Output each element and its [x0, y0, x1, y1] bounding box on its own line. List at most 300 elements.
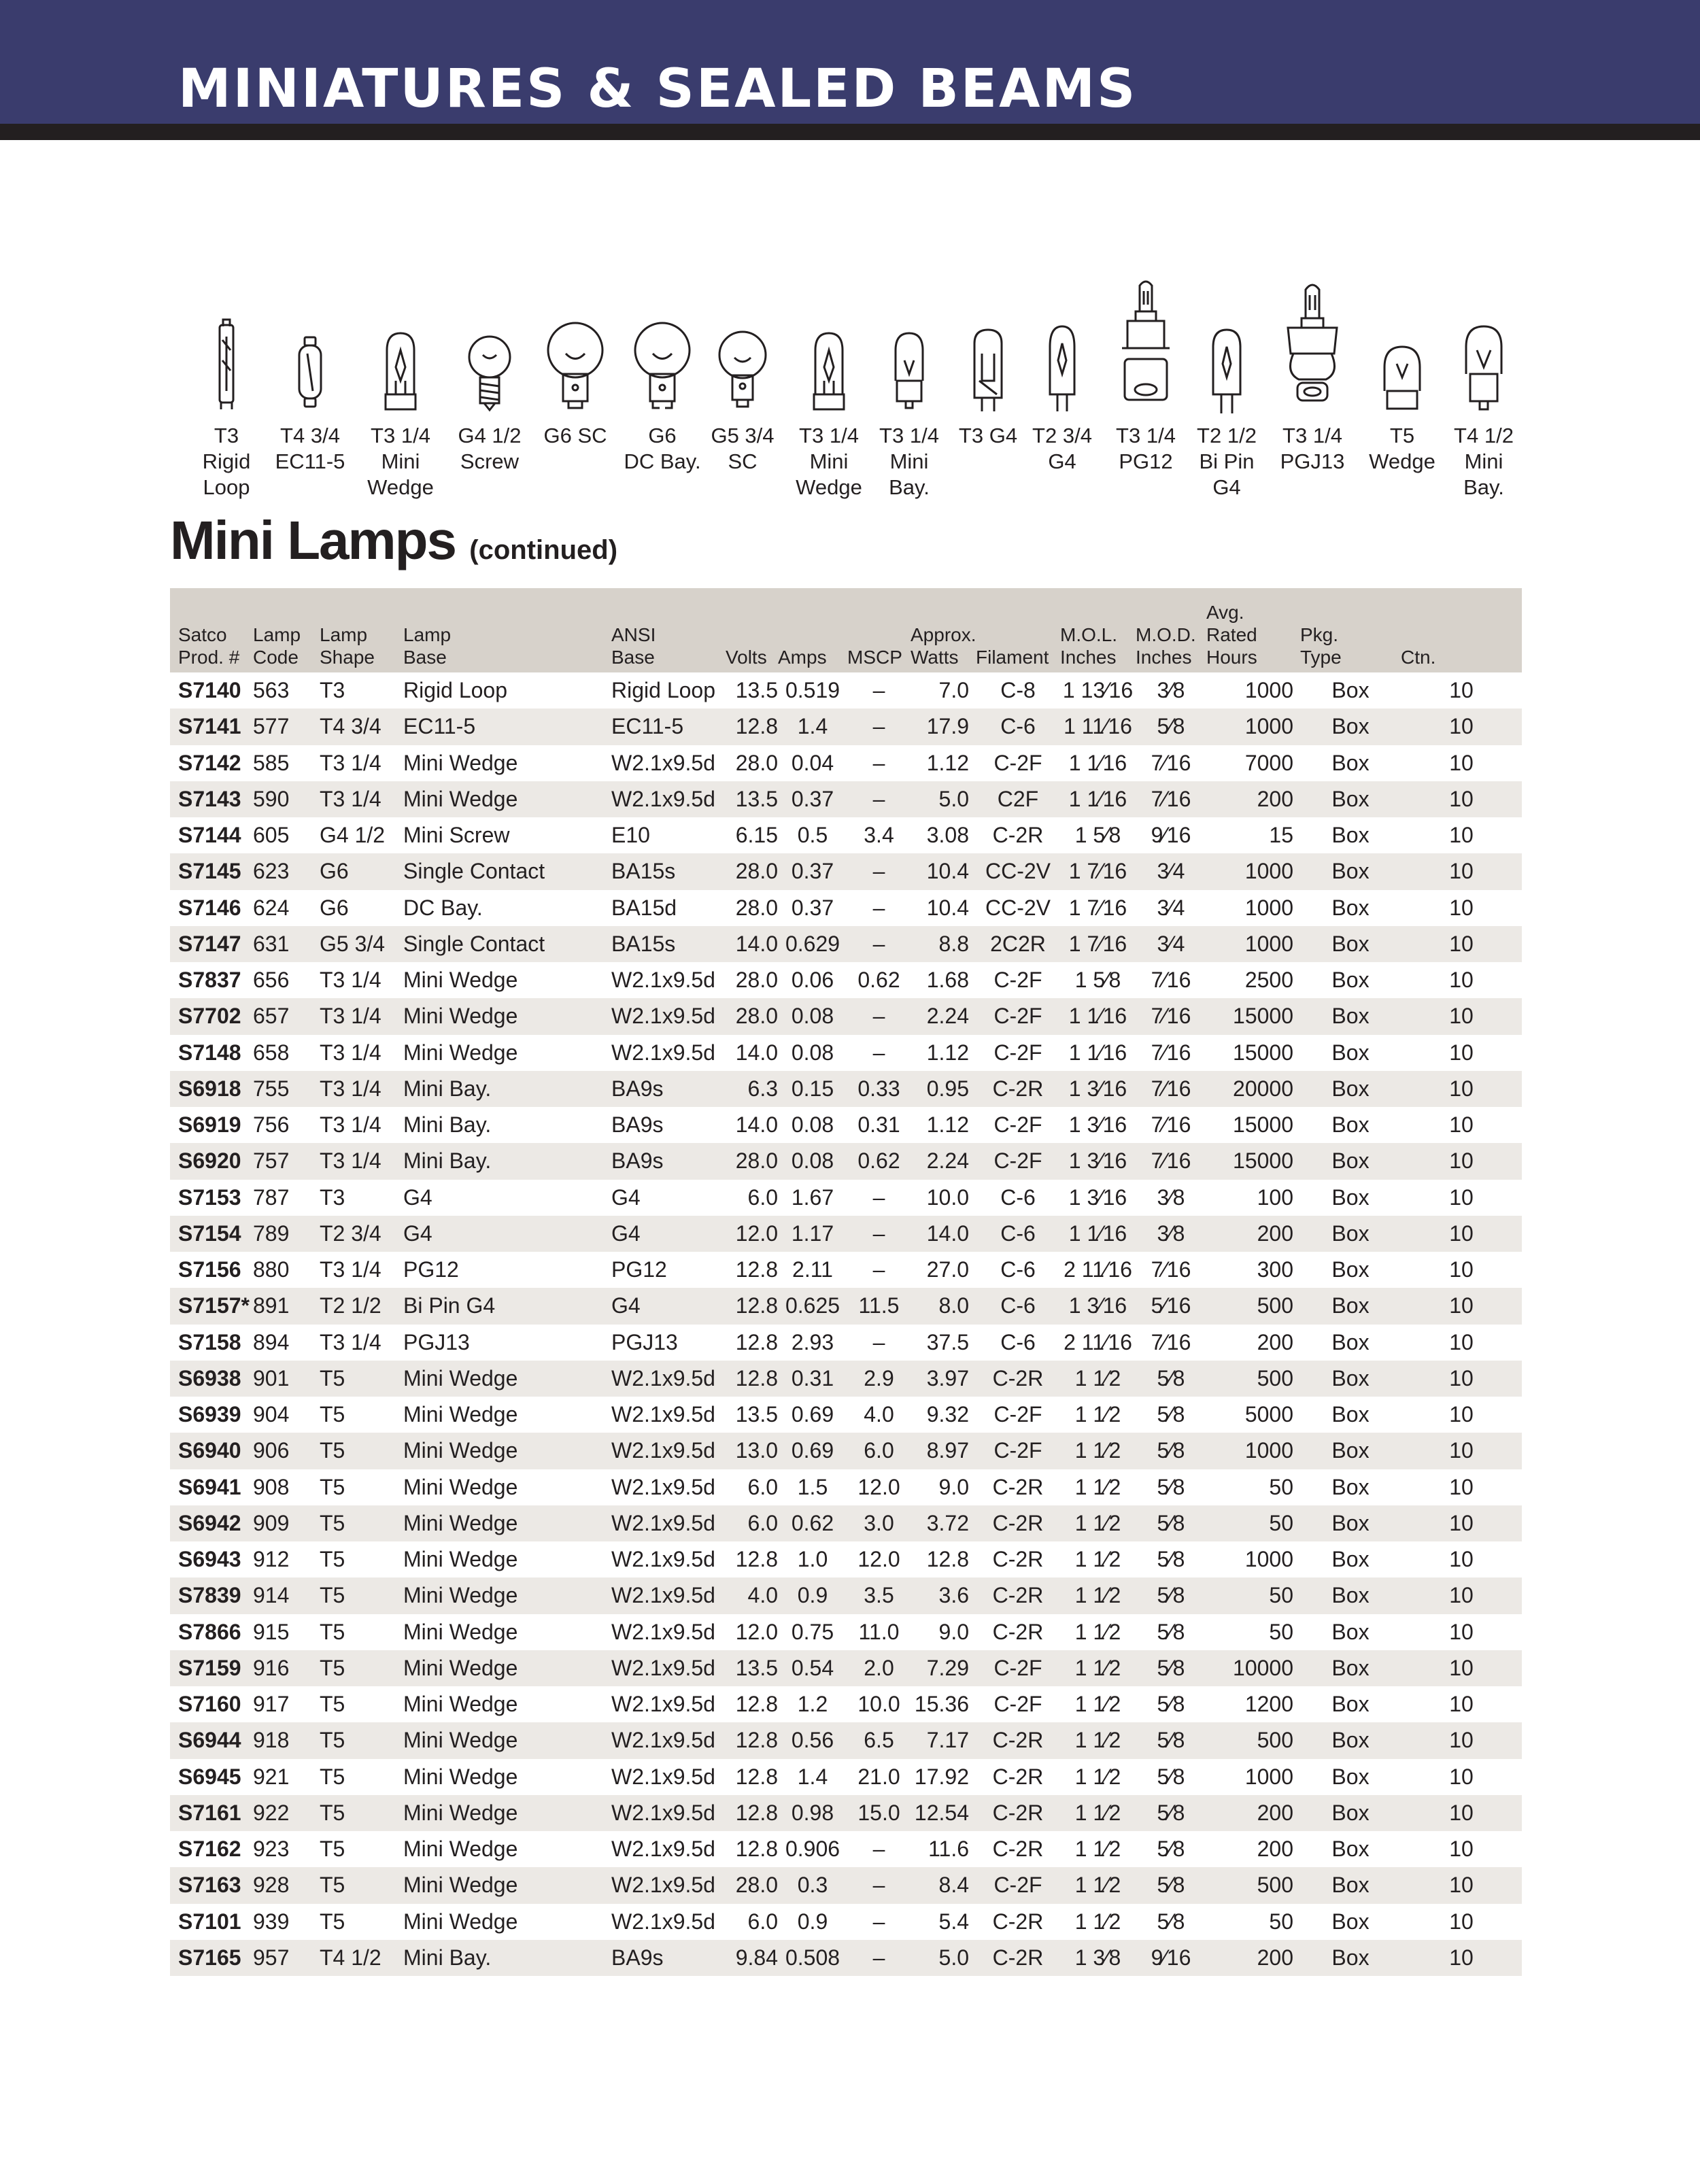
cell-ansi: W2.1x9.5d	[611, 750, 715, 775]
cell-shape: T3 1/4	[320, 781, 403, 817]
wedge-bulb-icon	[1375, 279, 1429, 415]
cell-hours: 50	[1206, 1505, 1300, 1541]
cell-volts: 28.0	[726, 853, 778, 889]
lamp-shape-label: T5 Wedge	[1369, 424, 1435, 473]
cell-filament: C-2F	[993, 968, 1042, 993]
cell-base: Mini Bay.	[403, 1940, 611, 1976]
lamp-shape-gallery	[0, 279, 1700, 503]
cell-amps: 0.98	[778, 1795, 847, 1831]
table-row	[170, 1650, 1522, 1686]
lamp-shape-label: G6 DC Bay.	[624, 424, 701, 473]
cell-base: Mini Wedge	[403, 1505, 611, 1541]
lamp-shape-item	[1015, 279, 1110, 473]
cell-amps: 1.67	[791, 1184, 834, 1210]
cell-ansi: W2.1x9.5d	[611, 1577, 726, 1614]
cell-amps: 0.3	[778, 1867, 847, 1903]
cell-ctn: 10	[1449, 1692, 1474, 1717]
cell-mod: 5⁄8	[1136, 1795, 1206, 1831]
cell-base: Mini Screw	[403, 823, 510, 848]
cell-base: Mini Wedge	[403, 750, 518, 775]
column-header-volts: Volts	[726, 588, 778, 672]
cell-mol: 1 1⁄2	[1074, 1619, 1121, 1644]
lamp-shape-item	[1355, 279, 1450, 473]
cell-code: 624	[253, 895, 290, 920]
cell-mscp: 10.0	[857, 1692, 900, 1717]
cell-mscp: –	[872, 1184, 885, 1210]
cell-filament: C-6	[1000, 1184, 1036, 1210]
cell-hours: 50	[1269, 1474, 1293, 1499]
cell-mod: 5⁄8	[1157, 1909, 1185, 1934]
cell-amps: 0.629	[778, 926, 847, 962]
lamp-shape-label: T3 Rigid Loop	[202, 424, 251, 499]
column-header-ansi: ANSI Base	[611, 588, 726, 672]
cell-hours: 100	[1257, 1184, 1293, 1210]
cell-hours: 200	[1257, 1837, 1293, 1862]
cell-watts: 9.0	[938, 1619, 969, 1644]
festoon-bulb-icon	[290, 279, 330, 415]
wedge-bulb-icon	[805, 279, 853, 415]
cell-hours: 500	[1206, 1722, 1300, 1758]
column-header-prod: Satco Prod. #	[170, 588, 253, 672]
cell-ctn: 10	[1401, 1361, 1522, 1397]
cell-ctn: 10	[1401, 1722, 1522, 1758]
lamp-shape-label: G5 3/4 SC	[711, 424, 775, 473]
lamp-shape-label: T2 1/2 Bi Pin G4	[1197, 424, 1257, 499]
cell-prod: S6920	[170, 1143, 253, 1179]
cell-mod: 5⁄8	[1157, 1402, 1185, 1427]
cell-hours: 50	[1269, 1619, 1293, 1644]
cell-filament: C-2F	[976, 1143, 1060, 1179]
bipin-bulb-icon	[1038, 279, 1086, 415]
screw-bulb-icon	[462, 279, 517, 415]
cell-amps: 0.508	[778, 1940, 847, 1976]
table-row	[170, 926, 1522, 962]
cell-ctn: 10	[1449, 1112, 1474, 1138]
column-header-ctn: Ctn.	[1401, 588, 1522, 672]
cell-base: Mini Bay.	[403, 1071, 611, 1107]
cell-volts: 28.0	[735, 750, 778, 775]
cell-filament: C-2F	[976, 1433, 1060, 1469]
cell-mscp: –	[872, 1909, 885, 1934]
cell-pkg: Box	[1331, 1402, 1370, 1427]
cell-pkg: Box	[1300, 1361, 1401, 1397]
cell-filament: C-2F	[976, 998, 1060, 1034]
cell-mol: 1 1⁄16	[1068, 750, 1127, 775]
cell-pkg: Box	[1331, 1692, 1370, 1717]
cell-volts: 6.0	[726, 1505, 778, 1541]
cell-code: 939	[253, 1909, 290, 1934]
mini-bayonet-bulb-icon	[885, 279, 933, 415]
table-row	[170, 1397, 1522, 1433]
cell-pkg: Box	[1300, 853, 1401, 889]
cell-mscp: –	[847, 998, 911, 1034]
cell-shape: T5	[320, 1764, 345, 1789]
cell-code: 623	[253, 853, 320, 889]
cell-hours: 200	[1206, 1940, 1300, 1976]
cell-pkg: Box	[1331, 895, 1370, 920]
cell-pkg: Box	[1331, 1619, 1370, 1644]
cell-ctn: 10	[1449, 1184, 1474, 1210]
table-row	[170, 1940, 1522, 1976]
table-row	[170, 1071, 1522, 1107]
cell-code: 923	[253, 1837, 290, 1862]
cell-shape: T5	[320, 1505, 403, 1541]
cell-ctn: 10	[1401, 1795, 1522, 1831]
cell-volts: 12.8	[735, 1692, 778, 1717]
cell-prod: S7141	[170, 709, 253, 745]
column-header-mol: M.O.L. Inches	[1060, 588, 1136, 672]
cell-volts: 12.8	[735, 1329, 778, 1354]
cell-filament: C-2F	[993, 1402, 1042, 1427]
table-row	[170, 1180, 1522, 1216]
cell-filament: C-2F	[993, 1040, 1042, 1065]
cell-hours: 1000	[1206, 926, 1300, 962]
cell-mod: 7⁄16	[1151, 1112, 1191, 1138]
cell-mol: 1 1⁄2	[1074, 1837, 1121, 1862]
cell-hours: 15	[1269, 823, 1293, 848]
column-header-pkg: Pkg. Type	[1300, 588, 1401, 672]
lamp-shape-label: T2 3/4 G4	[1032, 424, 1092, 473]
cell-code: 755	[253, 1071, 320, 1107]
cell-mod: 9⁄16	[1136, 1940, 1206, 1976]
cell-amps: 1.2	[797, 1692, 828, 1717]
cell-mscp: 3.5	[847, 1577, 911, 1614]
cell-watts: 8.0	[911, 1288, 976, 1324]
globe-bayonet-bulb-icon	[541, 279, 609, 415]
cell-mod: 5⁄8	[1136, 1650, 1206, 1686]
cell-ctn: 10	[1449, 1329, 1474, 1354]
cell-amps: 0.5	[797, 823, 828, 848]
cell-filament: C-2R	[976, 1722, 1060, 1758]
cell-code: 918	[253, 1722, 320, 1758]
cell-ansi: Rigid Loop	[611, 678, 715, 703]
cell-volts: 13.5	[735, 678, 778, 703]
cell-filament: C-2R	[992, 1474, 1044, 1499]
cell-base: EC11-5	[403, 709, 611, 745]
cell-filament: C-6	[1000, 1257, 1036, 1282]
cell-watts: 8.97	[911, 1433, 976, 1469]
table-row	[170, 853, 1522, 889]
cell-ansi: PGJ13	[611, 1329, 678, 1354]
cell-mol: 1 1⁄2	[1060, 1361, 1136, 1397]
cell-pkg: Box	[1331, 1257, 1370, 1282]
cell-ansi: W2.1x9.5d	[611, 1361, 726, 1397]
cell-volts: 12.0	[735, 1619, 778, 1644]
cell-shape: T3 1/4	[320, 1143, 403, 1179]
cell-watts: 7.17	[911, 1722, 976, 1758]
cell-ctn: 10	[1401, 1867, 1522, 1903]
cell-amps: 1.0	[797, 1547, 828, 1572]
cell-amps: 0.08	[791, 1040, 834, 1065]
cell-code: 894	[253, 1329, 290, 1354]
cell-base: Bi Pin G4	[403, 1288, 611, 1324]
cell-base: Mini Wedge	[403, 1474, 518, 1499]
cell-watts: 3.72	[911, 1505, 976, 1541]
column-header-amps: Amps	[778, 588, 847, 672]
table-row	[170, 1904, 1522, 1940]
cell-base: Mini Wedge	[403, 1692, 518, 1717]
cell-mscp: 6.0	[847, 1433, 911, 1469]
cell-ctn: 10	[1449, 1619, 1474, 1644]
lamp-shape-label: G6 SC	[543, 424, 607, 447]
cell-hours: 1000	[1244, 1764, 1293, 1789]
cell-hours: 500	[1206, 1288, 1300, 1324]
cell-filament: C2F	[976, 781, 1060, 817]
cell-ctn: 10	[1449, 678, 1474, 703]
cell-code: 658	[253, 1040, 290, 1065]
cell-filament: C-8	[1000, 678, 1036, 703]
mini-bayonet-bulb-icon	[1457, 279, 1511, 415]
cell-ansi: BA15s	[611, 853, 726, 889]
cell-prod: S7142	[178, 750, 241, 775]
cell-hours: 1000	[1206, 1433, 1300, 1469]
cell-shape: T3 1/4	[320, 1071, 403, 1107]
header-banner	[0, 0, 1700, 124]
cell-base: PG12	[403, 1257, 459, 1282]
cell-mol: 1 11⁄16	[1060, 709, 1136, 745]
cell-mscp: 15.0	[847, 1795, 911, 1831]
cell-filament: C-2R	[992, 1764, 1044, 1789]
table-row	[170, 1541, 1522, 1577]
cell-watts: 10.4	[926, 895, 969, 920]
lamp-shape-label: T4 1/2 Mini Bay.	[1454, 424, 1514, 499]
cell-code: 909	[253, 1505, 320, 1541]
cell-filament: C-2R	[992, 823, 1044, 848]
cell-hours: 1000	[1206, 853, 1300, 889]
cell-volts: 12.8	[735, 1547, 778, 1572]
cell-amps: 1.4	[797, 1764, 828, 1789]
cell-filament: C-2R	[976, 1940, 1060, 1976]
cell-mod: 3⁄8	[1157, 1184, 1185, 1210]
cell-ansi: W2.1x9.5d	[611, 1722, 726, 1758]
cell-watts: 8.4	[911, 1867, 976, 1903]
cell-ansi: W2.1x9.5d	[611, 1650, 726, 1686]
table-row	[170, 745, 1522, 781]
cell-prod: S7140	[178, 678, 241, 703]
cell-volts: 14.0	[726, 926, 778, 962]
cell-shape: T5	[320, 1722, 403, 1758]
pgj13-halogen-bulb-icon	[1278, 271, 1346, 413]
cell-base: Mini Wedge	[403, 1837, 518, 1862]
column-header-mod: M.O.D. Inches	[1136, 588, 1206, 672]
table-row	[170, 1288, 1522, 1324]
cell-amps: 0.9	[778, 1577, 847, 1614]
cell-ansi: G4	[611, 1184, 641, 1210]
lamp-shape-item	[179, 279, 274, 499]
cell-volts: 12.8	[726, 709, 778, 745]
cell-filament: C-6	[976, 1216, 1060, 1252]
section-title	[170, 510, 618, 570]
cell-shape: T5	[320, 1474, 345, 1499]
cell-volts: 12.8	[726, 1288, 778, 1324]
cell-amps: 0.15	[778, 1071, 847, 1107]
cell-base: Mini Wedge	[403, 1764, 518, 1789]
cell-shape: T4 3/4	[320, 709, 403, 745]
cell-amps: 2.93	[791, 1329, 834, 1354]
cell-volts: 6.15	[735, 823, 778, 848]
cell-mscp: –	[872, 1329, 885, 1354]
cell-ctn: 10	[1401, 1143, 1522, 1179]
cell-filament: C-2R	[992, 1837, 1044, 1862]
cell-prod: S7163	[170, 1867, 253, 1903]
cell-ctn: 10	[1401, 1940, 1522, 1976]
cell-ctn: 10	[1401, 853, 1522, 889]
cell-watts: 2.24	[911, 998, 976, 1034]
cell-watts: 3.08	[926, 823, 969, 848]
cell-mod: 5⁄8	[1136, 709, 1206, 745]
cell-mscp: –	[872, 1837, 885, 1862]
cell-mol: 1 1⁄16	[1068, 1040, 1127, 1065]
cell-mscp: 12.0	[857, 1547, 900, 1572]
cell-code: 891	[253, 1288, 320, 1324]
cell-watts: 1.68	[926, 968, 969, 993]
cell-code: 917	[253, 1692, 290, 1717]
cell-mscp: 6.5	[847, 1722, 911, 1758]
cell-watts: 1.12	[926, 1040, 969, 1065]
cell-amps: 0.906	[785, 1837, 840, 1862]
table-row	[170, 1216, 1522, 1252]
cell-hours: 50	[1269, 1909, 1293, 1934]
cell-volts: 12.0	[726, 1216, 778, 1252]
cell-watts: 12.54	[911, 1795, 976, 1831]
cell-mscp: –	[872, 1257, 885, 1282]
cell-volts: 28.0	[726, 998, 778, 1034]
table-row	[170, 1361, 1522, 1397]
cell-ansi: G4	[611, 1288, 726, 1324]
cell-base: G4	[403, 1184, 432, 1210]
cell-amps: 1.5	[797, 1474, 828, 1499]
cell-mscp: 11.0	[858, 1619, 900, 1644]
cell-shape: T5	[320, 1619, 345, 1644]
cell-prod: S6942	[170, 1505, 253, 1541]
cell-mod: 5⁄8	[1157, 1547, 1185, 1572]
cell-mscp: –	[847, 1940, 911, 1976]
cell-pkg: Box	[1331, 1474, 1370, 1499]
cell-shape: T5	[320, 1909, 345, 1934]
lamp-shape-item	[1436, 279, 1531, 499]
cell-ansi: W2.1x9.5d	[611, 1402, 715, 1427]
cell-pkg: Box	[1300, 1216, 1401, 1252]
table-row	[170, 1867, 1522, 1903]
cell-shape: T2 3/4	[320, 1216, 403, 1252]
table-row	[170, 1577, 1522, 1614]
cell-mod: 5⁄8	[1157, 1692, 1185, 1717]
table-row	[170, 1035, 1522, 1071]
cell-ansi: W2.1x9.5d	[611, 968, 715, 993]
cell-amps: 0.37	[778, 781, 847, 817]
cell-mscp: –	[872, 895, 885, 920]
cell-volts: 12.8	[735, 1837, 778, 1862]
cell-ansi: W2.1x9.5d	[611, 1474, 715, 1499]
cell-amps: 2.11	[792, 1257, 833, 1282]
cell-filament: C-2R	[976, 1577, 1060, 1614]
cell-watts: 11.6	[928, 1837, 969, 1862]
header-rule	[0, 124, 1700, 140]
lamp-shape-item	[262, 279, 358, 473]
cell-mod: 5⁄8	[1136, 1722, 1206, 1758]
globe-bayonet-bulb-icon	[628, 279, 696, 415]
cell-hours: 2500	[1244, 968, 1293, 993]
cell-prod: S7161	[170, 1795, 253, 1831]
cell-shape: T5	[320, 1402, 345, 1427]
cell-code: 563	[253, 678, 290, 703]
cell-prod: S6938	[170, 1361, 253, 1397]
cell-base: Mini Wedge	[403, 968, 518, 993]
cell-ansi: W2.1x9.5d	[611, 1619, 715, 1644]
cell-amps: 0.06	[791, 968, 834, 993]
cell-shape: T3 1/4	[320, 1040, 381, 1065]
cell-mscp: 3.0	[847, 1505, 911, 1541]
lamp-shape-label: G4 1/2 Screw	[458, 424, 522, 473]
table-row	[170, 890, 1522, 926]
cell-shape: T3 1/4	[320, 998, 403, 1034]
cell-shape: T3 1/4	[320, 1329, 381, 1354]
cell-mod: 5⁄8	[1157, 1619, 1185, 1644]
cell-prod: S7162	[178, 1837, 241, 1862]
cell-base: Rigid Loop	[403, 678, 507, 703]
page-title: MINIATURES & SEALED BEAMS	[178, 58, 1138, 120]
cell-pkg: Box	[1300, 1505, 1401, 1541]
cell-base: Mini Bay.	[403, 1143, 611, 1179]
cell-volts: 13.5	[726, 1650, 778, 1686]
table-body	[170, 672, 1522, 1976]
rigid-loop-bulb-icon	[206, 279, 247, 415]
bipin-bulb-icon	[1203, 279, 1251, 415]
cell-amps: 0.37	[778, 853, 847, 889]
cell-mol: 1 7⁄16	[1060, 926, 1136, 962]
cell-pkg: Box	[1300, 709, 1401, 745]
cell-ansi: BA9s	[611, 1071, 726, 1107]
cell-ctn: 10	[1401, 1433, 1522, 1469]
cell-mod: 3⁄8	[1136, 1216, 1206, 1252]
cell-watts: 10.4	[911, 853, 976, 889]
cell-shape: G4 1/2	[320, 823, 386, 848]
table-header-row	[170, 588, 1522, 672]
column-header-shape: Lamp Shape	[320, 588, 403, 672]
cell-pkg: Box	[1331, 678, 1370, 703]
cell-volts: 12.8	[735, 1257, 778, 1282]
cell-mol: 1 3⁄16	[1068, 1184, 1127, 1210]
cell-mol: 1 1⁄2	[1074, 1402, 1121, 1427]
cell-pkg: Box	[1300, 926, 1401, 962]
cell-pkg: Box	[1300, 1722, 1401, 1758]
cell-hours: 1000	[1206, 709, 1300, 745]
cell-hours: 1000	[1244, 895, 1293, 920]
cell-ansi: W2.1x9.5d	[611, 1505, 726, 1541]
cell-mod: 5⁄8	[1136, 1867, 1206, 1903]
cell-prod: S7157*	[170, 1288, 253, 1324]
cell-base: Mini Wedge	[403, 1650, 611, 1686]
cell-prod: S6945	[178, 1764, 241, 1789]
cell-code: 921	[253, 1764, 290, 1789]
lamp-shape-label: T3 1/4 PGJ13	[1280, 424, 1345, 473]
cell-mod: 7⁄16	[1151, 1257, 1191, 1282]
cell-ansi: EC11-5	[611, 709, 726, 745]
cell-mod: 7⁄16	[1136, 1143, 1206, 1179]
section-title-text: Mini Lamps	[170, 510, 456, 570]
cell-ansi: G4	[611, 1216, 726, 1252]
cell-volts: 14.0	[735, 1040, 778, 1065]
cell-prod: S7147	[170, 926, 253, 962]
cell-hours: 15000	[1233, 1040, 1293, 1065]
cell-ansi: E10	[611, 823, 650, 848]
cell-watts: 0.95	[911, 1071, 976, 1107]
cell-ansi: BA9s	[611, 1143, 726, 1179]
cell-shape: T5	[320, 1867, 403, 1903]
cell-mod: 7⁄16	[1151, 968, 1191, 993]
cell-watts: 3.6	[911, 1577, 976, 1614]
cell-amps: 0.75	[791, 1619, 834, 1644]
